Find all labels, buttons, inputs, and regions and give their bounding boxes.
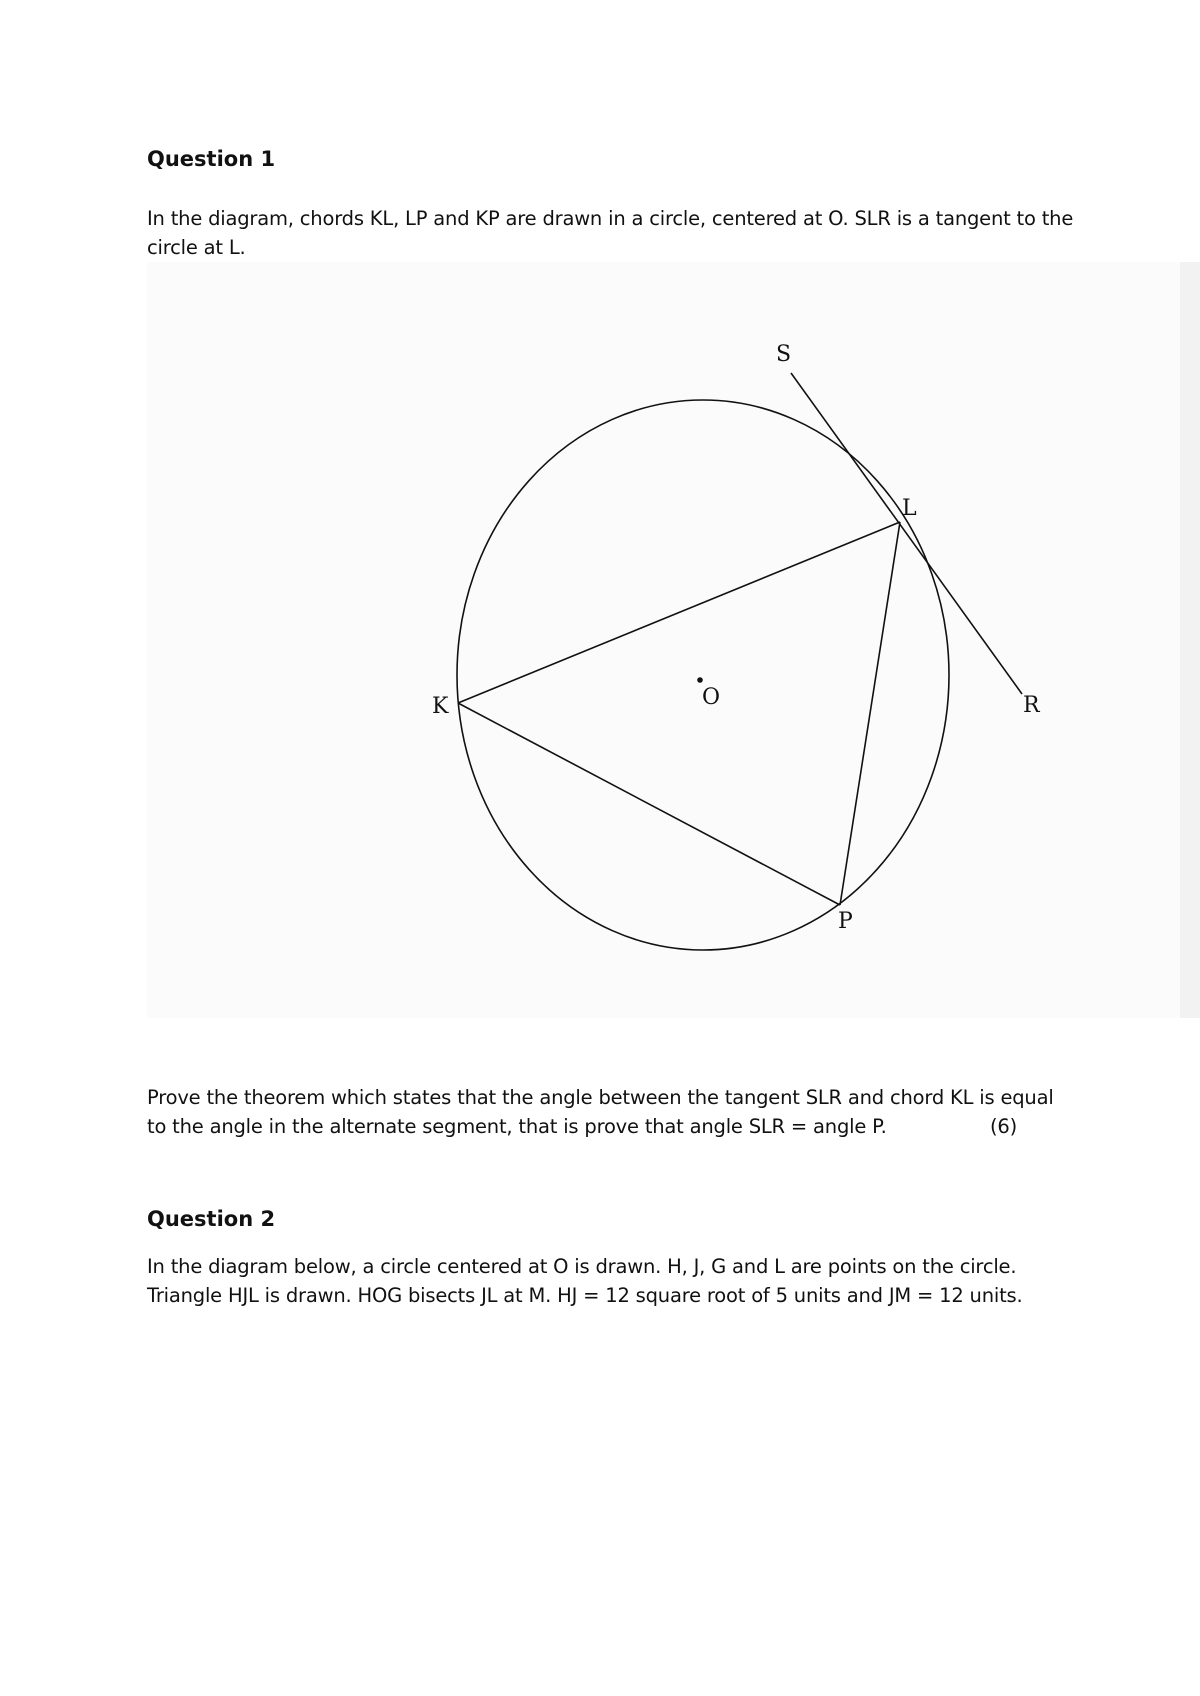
circle — [457, 400, 949, 950]
label-l: L — [902, 496, 917, 521]
label-p: P — [838, 909, 853, 934]
question-2-heading: Question 2 — [147, 1207, 276, 1231]
tangent-line-slr — [791, 373, 1022, 694]
question-1-heading: Question 1 — [147, 147, 276, 171]
label-s: S — [776, 342, 792, 367]
question-1-prompt: Prove the theorem which states that the angle between the tangent SLR and chord KL is equal to the angle in the alternate segment, that is prove that angle SLR = angle P. — [147, 1086, 1054, 1138]
question-1-prompt-block — [147, 1083, 1077, 1141]
question-1-marks: (6) — [989, 1115, 1017, 1138]
label-o: O — [702, 685, 721, 710]
question-2-intro-line-1: In the diagram below, a circle centered at O is drawn. H, J, G and L are points on the circle. — [147, 1255, 1017, 1278]
chord-kl — [458, 522, 900, 703]
chord-lp — [840, 522, 900, 905]
question-2-intro-line-2: Triangle HJL is drawn. HOG bisects JL at M. HJ = 12 square root of 5 units and JM = 12 units. — [147, 1284, 1023, 1307]
chord-kp — [458, 703, 840, 905]
question-2-intro — [147, 1252, 1147, 1310]
question-1-intro: In the diagram, chords KL, LP and KP are drawn in a circle, centered at O. SLR is a tangent to the circle at L. — [147, 207, 1074, 259]
center-point-o — [697, 677, 703, 683]
label-r: R — [1023, 693, 1040, 718]
label-k: K — [432, 694, 449, 719]
